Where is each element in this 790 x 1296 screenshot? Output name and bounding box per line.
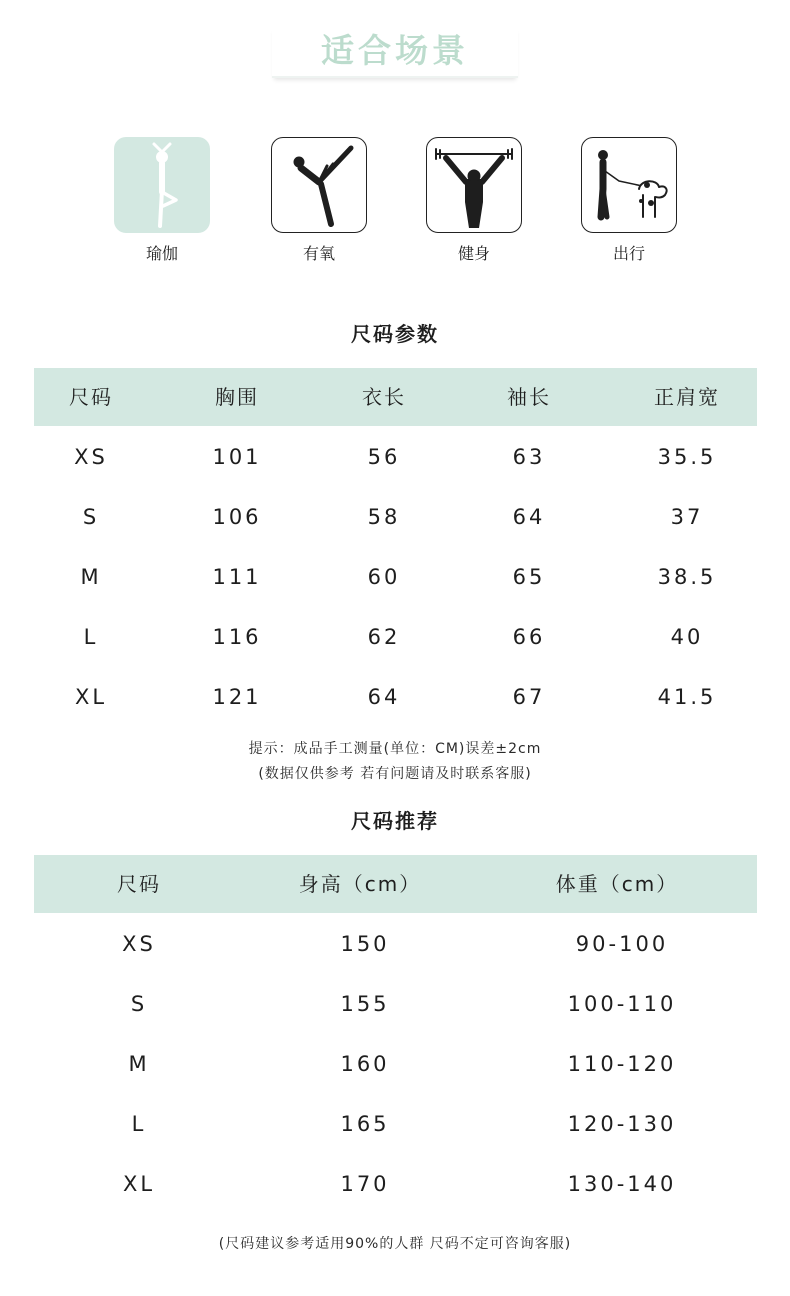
value-cell: 121 — [212, 685, 262, 709]
value-cell: 90-100 — [575, 932, 669, 956]
value-cell: 58 — [367, 505, 401, 529]
measurement-note: 提示：成品手工测量(单位：CM)误差±2cm — [248, 741, 542, 757]
value-cell: 155 — [340, 992, 390, 1016]
size-params-table — [34, 368, 757, 726]
table-row — [34, 666, 757, 726]
value-cell: 150 — [340, 932, 390, 956]
value-cell: 101 — [212, 445, 262, 469]
value-cell: 62 — [367, 625, 401, 649]
header-cell: 正肩宽 — [654, 385, 720, 409]
header-cell: 身高（cm） — [298, 872, 422, 896]
value-cell: 63 — [512, 445, 546, 469]
dog-walking-icon — [581, 137, 677, 233]
value-cell: 170 — [340, 1172, 390, 1196]
size-cell: S — [82, 505, 100, 529]
size-cell: M — [128, 1052, 150, 1076]
value-cell: 65 — [512, 565, 546, 589]
table-row — [34, 1033, 757, 1093]
scene-label: 健身 — [457, 244, 490, 263]
scene-label: 有氧 — [302, 244, 335, 263]
disclaimer-note: (数据仅供参考 若有问题请及时联系客服) — [258, 766, 532, 782]
table-row — [34, 973, 757, 1033]
size-cell: XL — [74, 685, 108, 709]
size-cell: XL — [122, 1172, 156, 1196]
size-cell: L — [83, 625, 99, 649]
scene-fitness — [426, 137, 522, 264]
scene-label: 出行 — [612, 244, 645, 263]
weightlifting-icon — [426, 137, 522, 233]
table-row — [34, 1153, 757, 1213]
value-cell: 64 — [367, 685, 401, 709]
header-cell: 胸围 — [215, 385, 259, 409]
size-recommend-title: 尺码推荐 — [351, 809, 439, 833]
table-row — [34, 546, 757, 606]
header-cell: 体重（cm） — [555, 872, 679, 896]
value-cell: 106 — [212, 505, 262, 529]
value-cell: 110-120 — [567, 1052, 677, 1076]
value-cell: 56 — [367, 445, 401, 469]
value-cell: 60 — [367, 565, 401, 589]
value-cell: 160 — [340, 1052, 390, 1076]
header-cell: 尺码 — [69, 385, 113, 409]
value-cell: 100-110 — [567, 992, 677, 1016]
header-cell: 衣长 — [362, 385, 406, 409]
value-cell: 66 — [512, 625, 546, 649]
section-header-banner — [272, 26, 518, 78]
table-row — [34, 606, 757, 666]
recommend-note: (尺码建议参考适用90%的人群 尺码不定可咨询客服) — [218, 1236, 572, 1252]
scene-label: 瑜伽 — [145, 244, 178, 263]
size-cell: XS — [74, 445, 108, 469]
value-cell: 35.5 — [657, 445, 717, 469]
scene-yoga — [114, 137, 210, 264]
value-cell: 64 — [512, 505, 546, 529]
value-cell: 111 — [212, 565, 262, 589]
size-params-title: 尺码参数 — [351, 322, 439, 346]
table-row — [34, 486, 757, 546]
value-cell: 40 — [670, 625, 704, 649]
value-cell: 130-140 — [567, 1172, 677, 1196]
value-cell: 165 — [340, 1112, 390, 1136]
page-title: 适合场景 — [321, 31, 469, 70]
size-cell: L — [131, 1112, 147, 1136]
value-cell: 41.5 — [657, 685, 717, 709]
value-cell: 67 — [512, 685, 546, 709]
scene-outing — [581, 137, 677, 264]
value-cell: 37 — [670, 505, 704, 529]
table-row — [34, 1093, 757, 1153]
size-cell: M — [80, 565, 102, 589]
header-cell: 袖长 — [507, 385, 551, 409]
size-cell: XS — [122, 932, 156, 956]
value-cell: 120-130 — [567, 1112, 677, 1136]
table-header — [34, 368, 757, 426]
value-cell: 38.5 — [657, 565, 717, 589]
yoga-pose-icon — [114, 137, 210, 233]
size-cell: S — [130, 992, 148, 1016]
table-row — [34, 426, 757, 486]
header-cell: 尺码 — [117, 872, 161, 896]
high-kick-icon — [271, 137, 367, 233]
value-cell: 116 — [212, 625, 262, 649]
table-row — [34, 913, 757, 973]
table-header — [34, 855, 757, 913]
scene-aerobic — [271, 137, 367, 264]
size-recommend-table — [34, 855, 757, 1213]
